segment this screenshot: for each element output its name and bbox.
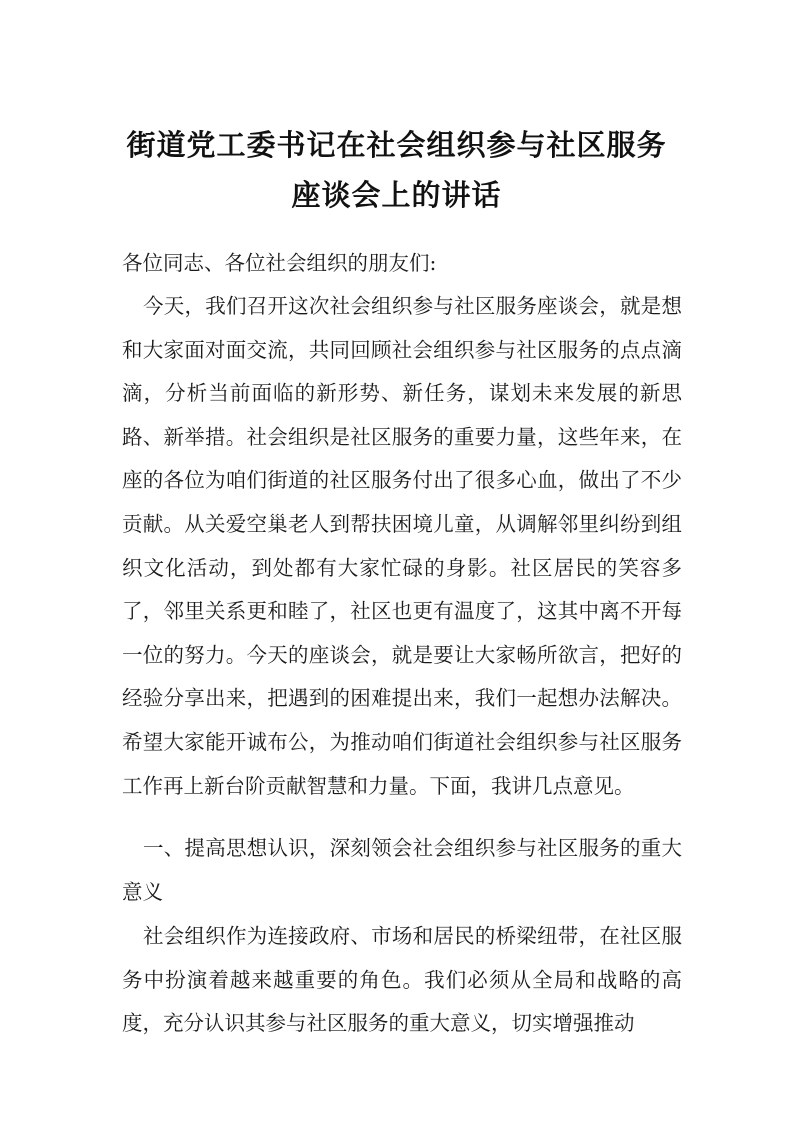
section-heading-1: 一、提高思想认识，深刻领会社会组织参与社区服务的重大意义	[122, 836, 682, 904]
paragraph-section-1: 社会组织作为连接政府、市场和居民的桥梁纽带，在社区服务中扮演着越来越重要的角色。我们必须从全局和战略的高度，充分认识其参与社区服务的重大意义，切实增强推动	[122, 924, 682, 1036]
document-title-line-1: 街道党工委书记在社会组织参与社区服务	[126, 128, 667, 162]
salutation: 各位同志、各位社会组织的朋友们:	[122, 251, 437, 275]
document-title-line-2: 座谈会上的讲话	[291, 178, 502, 212]
paragraph-opening: 今天，我们召开这次社会组织参与社区服务座谈会，就是想和大家面对面交流，共同回顾社会组织参与社区服务的点点滴滴，分析当前面临的新形势、新任务，谋划未来发展的新思路、新举措。社会组织是社区服务的重要力量，这些年来，在座的各位为咱们街道的社区服务付出了很多心血，做出了不少贡献。从关爱空巢老人到帮扶困境儿童，从调解邻里纠纷到组织文化活动，到处都有大家忙碌的身影。社区居民的笑容多了，邻里关系更和睦了，社区也更有温度了，这其中离不开每一位的努力。今天的座谈会，就是要让大家畅所欲言，把好的经验分享出来，把遇到的困难提出来，我们一起想办法解决。希望大家能开诚布公，为推动咱们街道社会组织参与社区服务工作再上新台阶贡献智慧和力量。下面，我讲几点意见。	[122, 294, 682, 798]
